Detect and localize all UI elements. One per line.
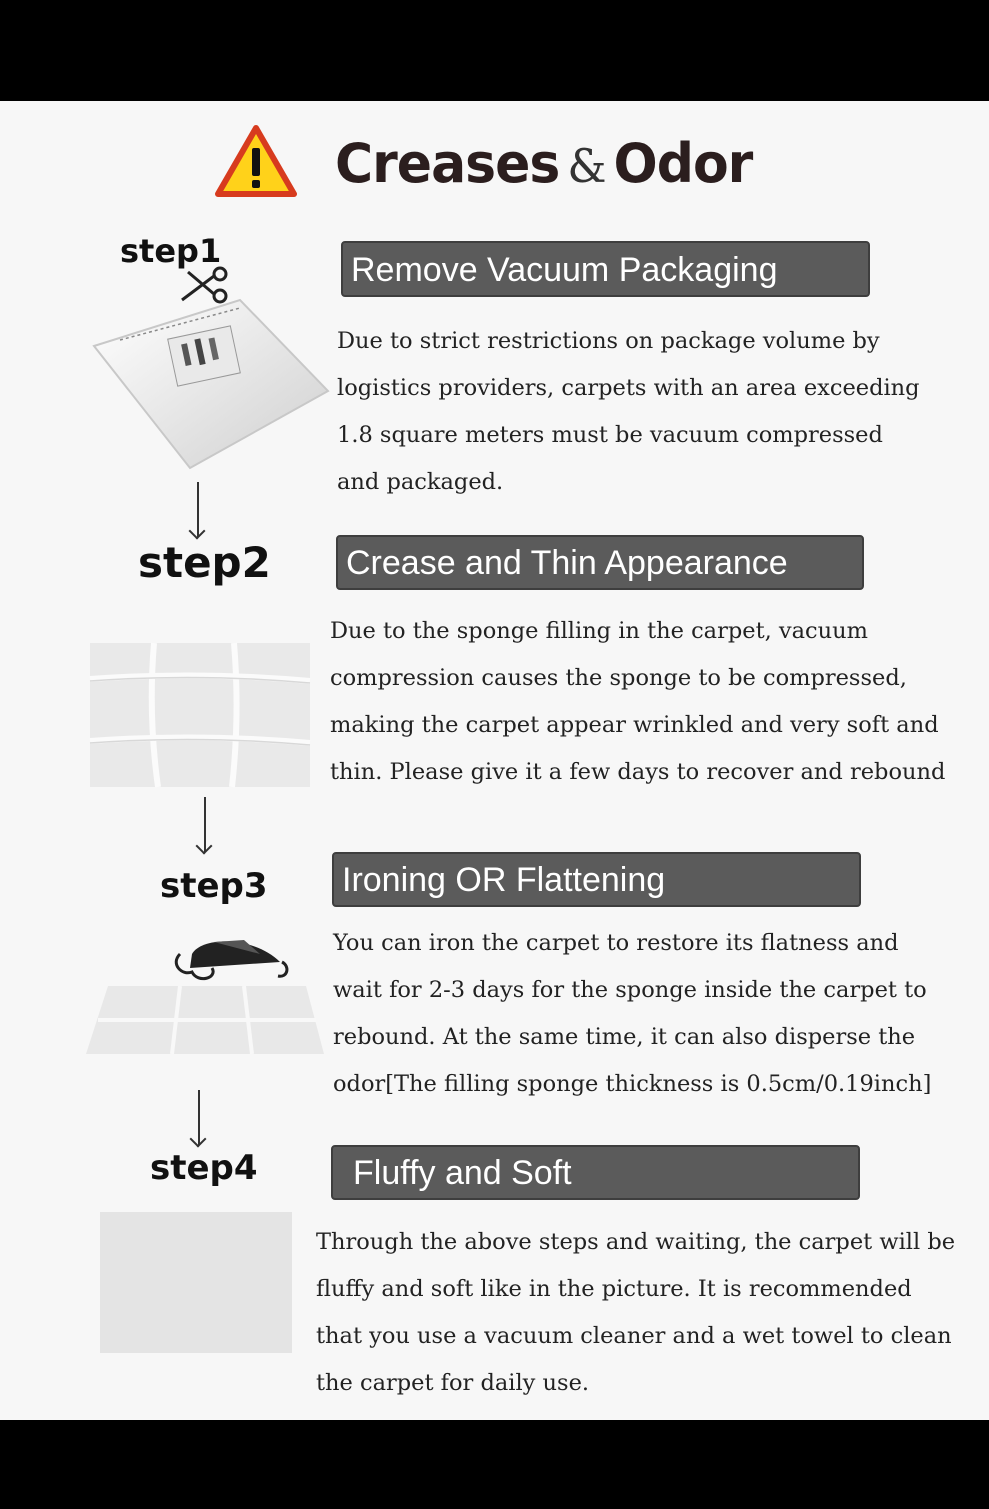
step3-line4: odor[The filling sponge thickness is 0.5cm/0.19inch] <box>333 1071 932 1097</box>
step1-label: step1 <box>120 232 222 270</box>
step4-description <box>316 1219 955 1407</box>
step2-line1: Due to the sponge filling in the carpet, vacuum <box>330 618 868 644</box>
step1-line1: Due to strict restrictions on package volume by <box>337 328 880 354</box>
step2-heading: Crease and Thin Appearance <box>336 535 864 590</box>
flat-carpet-icon <box>100 1212 292 1353</box>
step4-line2: fluffy and soft like in the picture. It is recommended <box>316 1276 912 1302</box>
warning-triangle-icon <box>214 124 298 198</box>
title-ampersand: & <box>567 139 606 194</box>
step3-label: step3 <box>160 866 268 906</box>
step3-description <box>333 920 931 1108</box>
vacuum-package-icon <box>90 296 330 471</box>
step4-line3: that you use a vacuum cleaner and a wet towel to clean <box>316 1323 952 1349</box>
arrow-down-icon <box>197 482 199 537</box>
step1-description <box>337 318 920 506</box>
arrow-down-icon <box>198 1090 200 1145</box>
step2-line2: compression causes the sponge to be compressed, <box>330 665 907 691</box>
step1-line2: logistics providers, carpets with an area exceeding <box>337 375 920 401</box>
step3-line1: You can iron the carpet to restore its flatness and <box>333 930 899 956</box>
title-creases: Creases <box>335 132 560 196</box>
step1-line4: and packaged. <box>337 469 504 495</box>
step4-line4: the carpet for daily use. <box>316 1370 590 1396</box>
step1-heading: Remove Vacuum Packaging <box>341 241 870 297</box>
step4-label: step4 <box>150 1148 258 1188</box>
step4-heading: Fluffy and Soft <box>331 1145 860 1200</box>
arrow-down-icon <box>204 797 206 852</box>
step2-line3: making the carpet appear wrinkled and very soft and <box>330 712 939 738</box>
step1-line3: 1.8 square meters must be vacuum compressed <box>337 422 883 448</box>
creased-carpet-icon <box>88 641 312 789</box>
step3-heading: Ironing OR Flattening <box>332 852 861 907</box>
step3-line3: rebound. At the same time, it can also disperse the <box>333 1024 916 1050</box>
step2-description <box>330 608 945 796</box>
steam-iron-icon <box>84 928 328 1058</box>
page-title <box>335 133 752 196</box>
title-odor: Odor <box>613 132 753 196</box>
step4-line1: Through the above steps and waiting, the carpet will be <box>316 1229 956 1255</box>
step2-label: step2 <box>138 538 271 587</box>
step3-line2: wait for 2-3 days for the sponge inside the carpet to <box>333 977 927 1003</box>
step2-line4: thin. Please give it a few days to recover and rebound <box>330 759 946 785</box>
